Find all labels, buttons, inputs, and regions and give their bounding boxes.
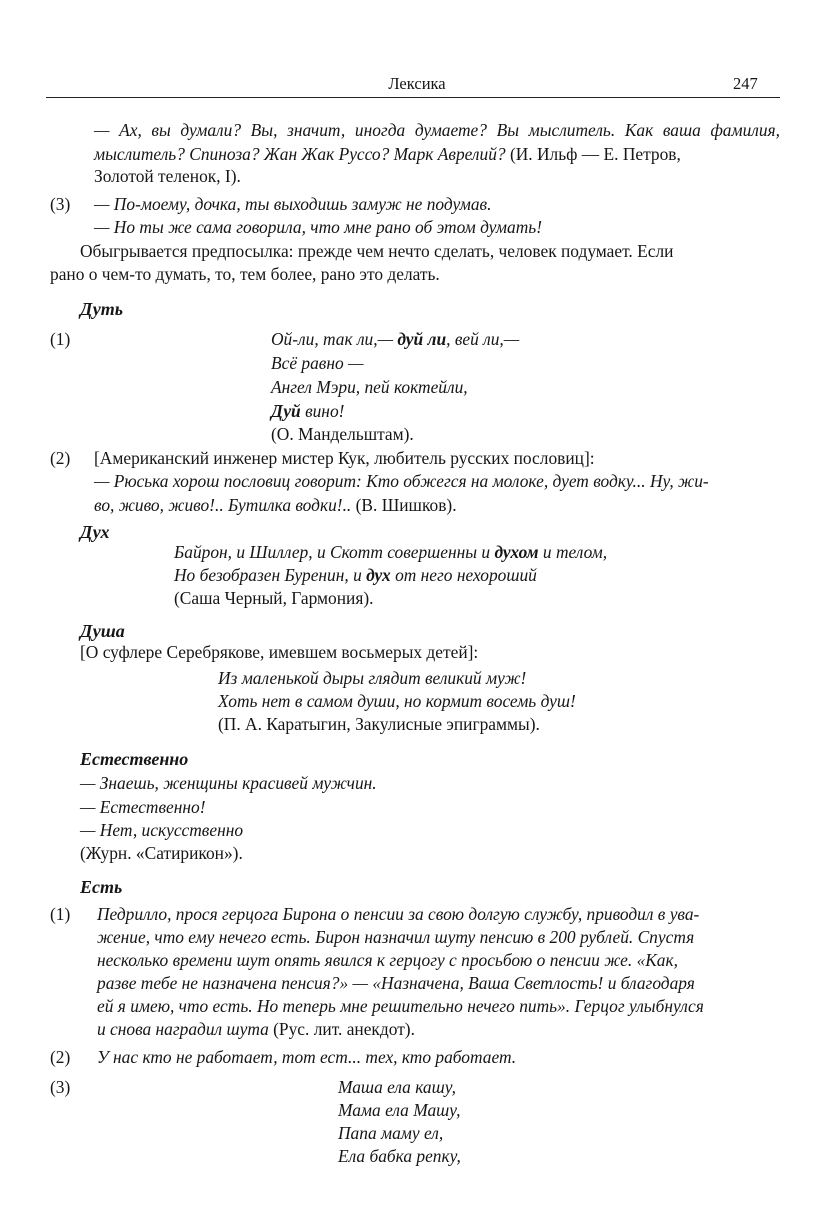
dut-verse-4b: вино! xyxy=(300,401,345,421)
est-verse-line-3: Папа маму ел, xyxy=(338,1123,444,1143)
dut-verse-line-2: Всё равно — xyxy=(271,353,364,373)
dukh-verse-line-1 xyxy=(174,541,607,565)
intro-quote-source-line: Золотой теленок, I). xyxy=(94,166,241,186)
est-ex1-line-4: разве тебе не назначена пенсия?» — «Назначена, Ваша Светлость! и благодаря xyxy=(97,973,695,993)
dut-ex2-line-1: [Американский инженер мистер Кук, любитель русских пословиц]: xyxy=(94,448,595,468)
est-ex1-line-6 xyxy=(97,1018,415,1042)
dusha-note: [О суфлере Серебрякове, имевшем восьмерых детей]: xyxy=(80,642,479,662)
item-3-line-2: — Но ты же сама говорила, что мне рано об этом думать! xyxy=(94,217,542,237)
dusha-verse-source: (П. А. Каратыгин, Закулисные эпиграммы). xyxy=(218,714,540,734)
dukh-verse-line-2 xyxy=(174,564,537,588)
estestvenno-source: (Журн. «Сатирикон»). xyxy=(80,843,243,863)
dukh-verse-1c: и телом, xyxy=(538,542,608,562)
dut-verse-4a: Дуй xyxy=(271,401,301,421)
dut-verse-source: (О. Мандельштам). xyxy=(271,424,414,444)
est-ex3-number: (3) xyxy=(50,1077,71,1097)
premise-line-1: Обыгрывается предпосылка: прежде чем нечто сделать, человек подумает. Если xyxy=(80,241,674,261)
heading-est: Есть xyxy=(80,877,123,897)
page-number: 247 xyxy=(733,74,758,93)
est-ex1-line-6a: и снова наградил шута xyxy=(97,1019,269,1039)
intro-quote xyxy=(94,119,780,166)
dut-verse-1a: Ой-ли, так ли,— xyxy=(271,329,398,349)
dut-verse-line-1 xyxy=(271,328,519,352)
running-header-title: Лексика xyxy=(388,74,446,93)
dukh-verse-1b: духом xyxy=(494,542,539,562)
dut-verse-line-4 xyxy=(271,400,344,424)
heading-estestvenno: Естественно xyxy=(80,749,189,769)
est-ex1-line-3: несколько времени шут опять явился к герцогу с просьбою о пенсии же. «Как, xyxy=(97,950,678,970)
dukh-verse-source: (Саша Черный, Гармония). xyxy=(174,588,374,608)
dut-ex2-line-3 xyxy=(94,494,457,518)
est-verse-line-2: Мама ела Машу, xyxy=(338,1100,461,1120)
est-ex1-number: (1) xyxy=(50,904,71,924)
item-3-line-1: — По-моему, дочка, ты выходишь замуж не подумав. xyxy=(94,194,492,214)
intro-quote-text: — Ах, вы думали? Вы, значит, иногда думаете? Вы мыслитель. Как ваша фамилия, мыслитель? Спиноза? Жан Жак Руссо? Марк Аврелий? xyxy=(94,120,780,164)
est-ex1-line-1: Педрилло, прося герцога Бирона о пенсии за свою долгую службу, приводил в ува- xyxy=(97,904,700,924)
dukh-verse-2c: от него нехороший xyxy=(390,565,537,585)
heading-dukh: Дух xyxy=(80,522,110,542)
dut-verse-1b: дуй ли xyxy=(397,329,447,349)
estestvenno-line-2: — Естественно! xyxy=(80,797,206,817)
dukh-verse-1a: Байрон, и Шиллер, и Скотт совершенны и xyxy=(174,542,495,562)
dukh-verse-2a: Но безобразен Буренин, и xyxy=(174,565,367,585)
est-ex1-line-5: ей я имею, что есть. Но теперь мне решительно нечего пить». Герцог улыбнулся xyxy=(97,996,704,1016)
est-ex2-text: У нас кто не работает, тот ест... тех, кто работает. xyxy=(97,1047,517,1067)
item-3-number: (3) xyxy=(50,194,71,214)
heading-dut: Дуть xyxy=(80,299,123,319)
est-ex1-line-2: жение, что ему нечего есть. Бирон назначил шуту пенсию в 200 рублей. Спустя xyxy=(97,927,695,947)
header-rule xyxy=(46,97,780,98)
dut-verse-1c: , вей ли,— xyxy=(446,329,520,349)
estestvenno-line-1: — Знаешь, женщины красивей мужчин. xyxy=(80,773,377,793)
premise-line-2: рано о чем-то думать, то, тем более, рано это делать. xyxy=(50,264,440,284)
intro-quote-source: (И. Ильф — Е. Петров, xyxy=(505,143,681,164)
est-ex1-line-6b: (Рус. лит. анекдот). xyxy=(268,1019,415,1039)
dukh-verse-2b: дух xyxy=(366,565,391,585)
dusha-verse-line-2: Хоть нет в самом души, но кормит восемь душ! xyxy=(218,691,576,711)
dut-verse-line-3: Ангел Мэри, пей коктейли, xyxy=(271,377,468,397)
est-ex2-number: (2) xyxy=(50,1047,71,1067)
est-verse-line-4: Ела бабка репку, xyxy=(338,1146,461,1166)
heading-dusha: Душа xyxy=(80,621,125,641)
dut-ex2-line-3b: (В. Шишков). xyxy=(351,495,457,515)
est-verse-line-1: Маша ела кашу, xyxy=(338,1077,456,1097)
dut-ex2-number: (2) xyxy=(50,448,71,468)
dut-ex1-number: (1) xyxy=(50,329,71,349)
dusha-verse-line-1: Из маленькой дыры глядит великий муж! xyxy=(218,668,527,688)
dut-ex2-line-3a: во, живо, живо!.. Бутилка водки!.. xyxy=(94,495,352,515)
estestvenno-line-3: — Нет, искусственно xyxy=(80,820,244,840)
dut-ex2-line-2: — Рюська хорош пословиц говорит: Кто обжегся на молоке, дует водку... Ну, жи- xyxy=(94,471,709,491)
